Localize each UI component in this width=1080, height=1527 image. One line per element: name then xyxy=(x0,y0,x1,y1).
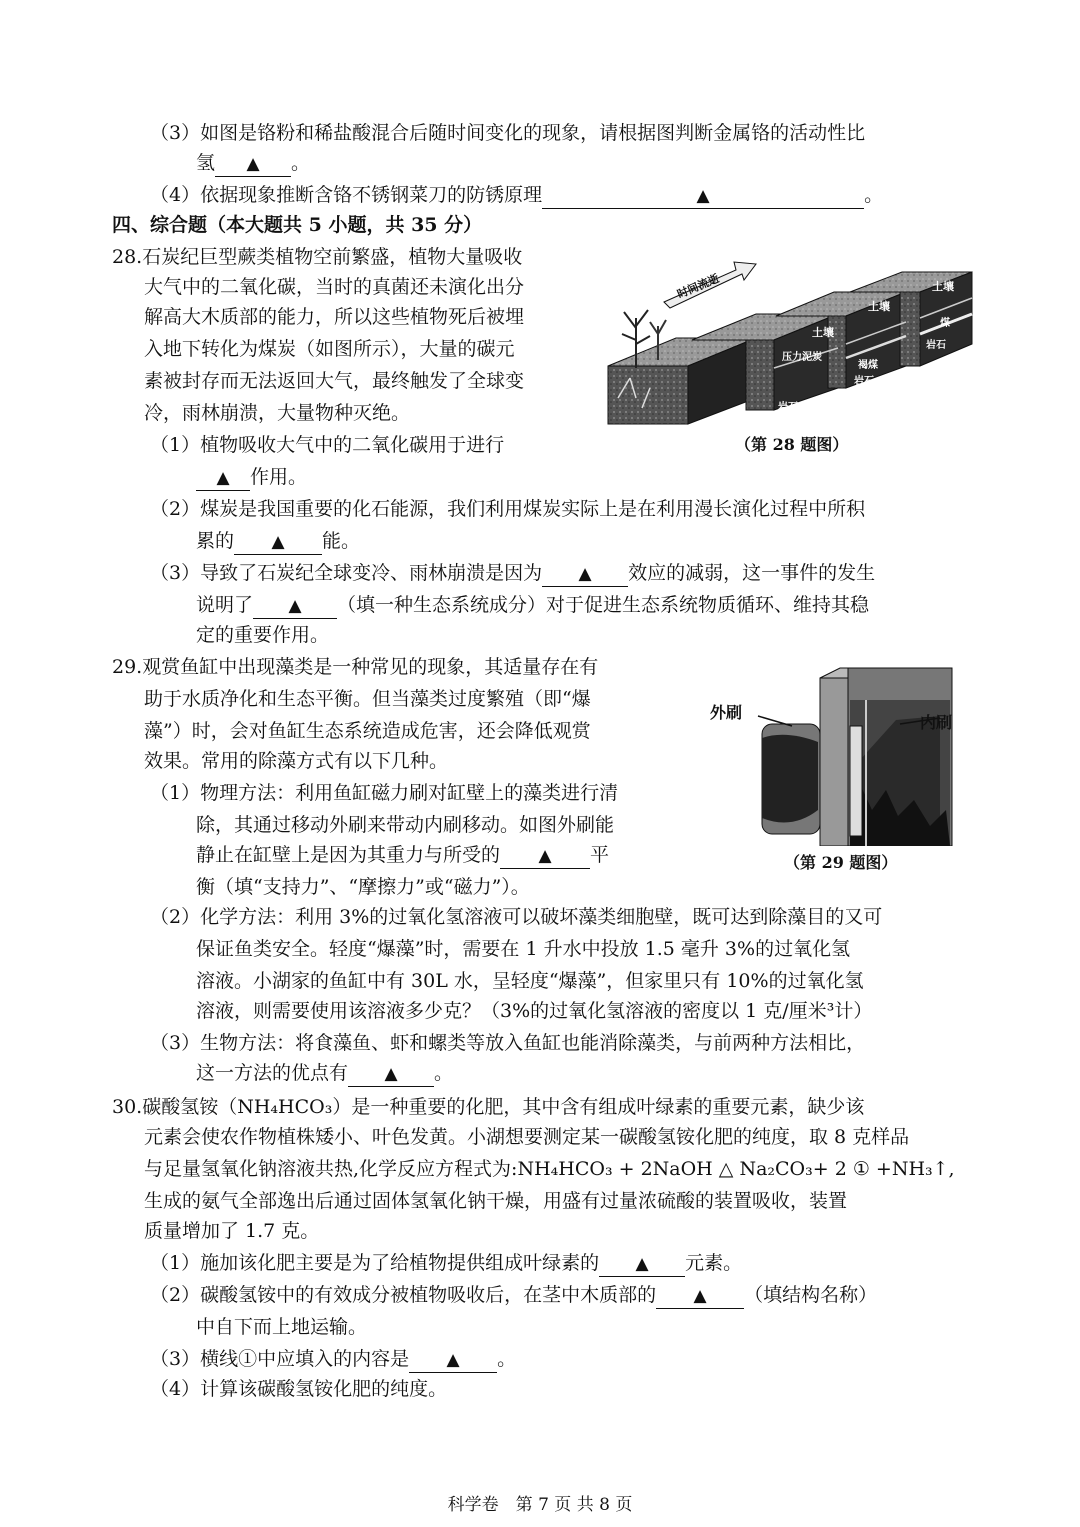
q28-stem-line: 大气中的二氧化碳，当时的真菌还未演化出分 xyxy=(144,276,525,298)
q28-part2-line1: （2）煤炭是我国重要的化石能源，我们利用煤炭实际上是在利用漫长演化过程中所积 xyxy=(150,498,866,520)
page-footer: 科学卷 第 7 页 共 8 页 xyxy=(447,1495,633,1515)
q27-part3-line2: 氢 ▲ 。 xyxy=(196,148,310,178)
q29-part3-line2: 这一方法的优点有 ▲ 。 xyxy=(196,1058,453,1088)
q27-part3-line1: （3）如图是铬粉和稀盐酸混合后随时间变化的现象，请根据图判断金属铬的活动性比 xyxy=(150,122,866,144)
q30-stem-line5: 质量增加了 1.7 克。 xyxy=(144,1220,320,1242)
q29-stem-line: 助于水质净化和生态平衡。但当藻类过度繁殖（即“爆 xyxy=(144,688,591,710)
q28-stem-line: 28.石炭纪巨型蕨类植物空前繁盛，植物大量吸收 xyxy=(112,246,523,268)
q30-part2-line2: 中自下而上地运输。 xyxy=(196,1316,368,1338)
q29-part2-line: 保证鱼类安全。轻度“爆藻”时，需要在 1 升水中投放 1.5 毫升 3%的过氧化氢 xyxy=(196,938,851,960)
q30-part1: （1）施加该化肥主要是为了给植物提供组成叶绿素的 ▲ 元素。 xyxy=(150,1248,742,1278)
q29-part2-line: 溶液。小湖家的鱼缸中有 30L 水，呈轻度“爆藻”，但家里只有 10%的过氧化氢 xyxy=(196,970,864,992)
q28-stem-line: 冷，雨林崩溃，大量物种灭绝。 xyxy=(144,402,411,424)
q30-part1-blank[interactable]: ▲ xyxy=(599,1251,685,1277)
q29-part1-line3: 静止在缸壁上是因为其重力与所受的 ▲ 平 xyxy=(196,840,609,870)
q29-part2-line: 溶液，则需要使用该溶液多少克？（3%的过氧化氢溶液的密度以 1 克/厘米³计） xyxy=(196,1000,873,1022)
q28-figure-caption: （第 28 题图） xyxy=(735,435,849,454)
q28-label-soil: 土壤 xyxy=(868,300,890,313)
q29-part2-line: （2）化学方法：利用 3%的过氧化氢溶液可以破坏藻类细胞壁，既可达到除藻目的又可 xyxy=(150,906,883,928)
q29-label-inner-brush: 内刷 xyxy=(920,713,953,732)
q28-figure xyxy=(606,248,978,426)
q30-part2-line1: （2）碳酸氢铵中的有效成分被植物吸收后，在茎中木质部的 ▲ （填结构名称） xyxy=(150,1280,877,1310)
q28-label-rock: 岩石 xyxy=(778,402,798,413)
q29-part1-blank[interactable]: ▲ xyxy=(500,843,590,869)
q28-part3-blank1[interactable]: ▲ xyxy=(542,561,628,587)
q28-label-soil: 土壤 xyxy=(932,280,954,293)
q29-stem-line: 29.观赏鱼缸中出现藻类是一种常见的现象，其适量存在有 xyxy=(112,656,599,678)
q30-part3-blank[interactable]: ▲ xyxy=(409,1347,497,1373)
q29-part1-line2: 除，其通过移动外刷来带动内刷移动。如图外刷能 xyxy=(196,814,615,836)
q28-label-rock: 岩石 xyxy=(926,340,946,351)
q28-part3-line3: 定的重要作用。 xyxy=(196,624,330,646)
q30-stem-line1: 30.碳酸氢铵（NH₄HCO₃）是一种重要的化肥，其中含有组成叶绿素的重要元素，缺少该 xyxy=(112,1096,865,1118)
q28-label-coal: 煤 xyxy=(940,318,950,329)
section-title: 四、综合题（本大题共 5 小题，共 35 分） xyxy=(112,214,483,236)
q28-part3-blank2[interactable]: ▲ xyxy=(253,593,337,619)
q28-part1-blank[interactable]: ▲ xyxy=(196,465,250,491)
q29-part1-line4: 衡（填“支持力”、“摩擦力”或“磁力”）。 xyxy=(196,876,530,898)
q28-part2-blank[interactable]: ▲ xyxy=(234,529,322,555)
q29-part1-line1: （1）物理方法：利用鱼缸磁力刷对缸壁上的藻类进行清 xyxy=(150,782,619,804)
q30-part3: （3）横线①中应填入的内容是 ▲ 。 xyxy=(150,1344,516,1374)
q29-part3-line1: （3）生物方法：将食藻鱼、虾和螺类等放入鱼缸也能消除藻类，与前两种方法相比， xyxy=(150,1032,866,1054)
q28-label-time: 时间流逝 xyxy=(675,271,721,302)
q29-stem-line: 效果。常用的除藻方式有以下几种。 xyxy=(144,750,449,772)
q28-part1-line2: ▲ 作用。 xyxy=(196,462,307,492)
q28-label-soil: 土壤 xyxy=(812,326,834,339)
q29-stem-line: 藻”）时，会对鱼缸生态系统造成危害，还会降低观赏 xyxy=(144,720,591,742)
q28-stem-line: 素被封存而无法返回大气，最终触发了全球变 xyxy=(144,370,525,392)
q28-label-rock: 岩石 xyxy=(854,376,874,387)
q27-part3-blank[interactable]: ▲ xyxy=(215,151,291,177)
q28-part3-line1: （3）导致了石炭纪全球变冷、雨林崩溃是因为 ▲ 效应的减弱，这一事件的发生 xyxy=(150,558,875,588)
q28-label-peat: 压力泥炭 xyxy=(782,352,822,363)
q30-part4: （4）计算该碳酸氢铵化肥的纯度。 xyxy=(150,1378,448,1400)
q28-stem-line: 解高大木质部的能力，所以这些植物死后被埋 xyxy=(144,306,525,328)
q30-equation: NH₄HCO₃ + 2NaOH △ Na₂CO₃+ 2 ① +NH₃↑, xyxy=(517,1158,955,1180)
q28-part1-line1: （1）植物吸收大气中的二氧化碳用于进行 xyxy=(150,434,505,456)
q29-figure-caption: （第 29 题图） xyxy=(784,853,898,872)
q29-label-outer-brush: 外刷 xyxy=(710,703,743,722)
q30-stem-line2: 元素会使农作物植株矮小、叶色发黄。小湖想要测定某一碳酸氢铵化肥的纯度，取 8 克样品 xyxy=(144,1126,910,1148)
q28-part2-line2: 累的 ▲ 能。 xyxy=(196,526,360,556)
q27-part4-blank[interactable]: ▲ xyxy=(542,183,864,209)
q28-stem-line: 入地下转化为煤炭（如图所示），大量的碳元 xyxy=(144,338,515,360)
q30-stem-line4: 生成的氨气全部逸出后通过固体氢氧化钠干燥，用盛有过量浓硫酸的装置吸收，装置 xyxy=(144,1190,848,1212)
q28-part3-line2: 说明了 ▲ （填一种生态系统成分）对于促进生态系统物质循环、维持其稳 xyxy=(196,590,869,620)
q29-part3-blank[interactable]: ▲ xyxy=(348,1061,434,1087)
q30-part2-blank[interactable]: ▲ xyxy=(656,1283,744,1309)
q30-stem-line3: 与足量氢氧化钠溶液共热,化学反应方程式为:NH₄HCO₃ + 2NaOH △ Na₂CO₃+ 2 ① +NH₃↑, xyxy=(144,1158,955,1180)
q27-part4: （4）依据现象推断含铬不锈钢菜刀的防锈原理 ▲ 。 xyxy=(150,180,883,210)
q29-figure xyxy=(700,660,980,846)
magnetic-brush-illustration xyxy=(700,660,980,846)
q28-label-lignite: 褐煤 xyxy=(858,360,878,371)
